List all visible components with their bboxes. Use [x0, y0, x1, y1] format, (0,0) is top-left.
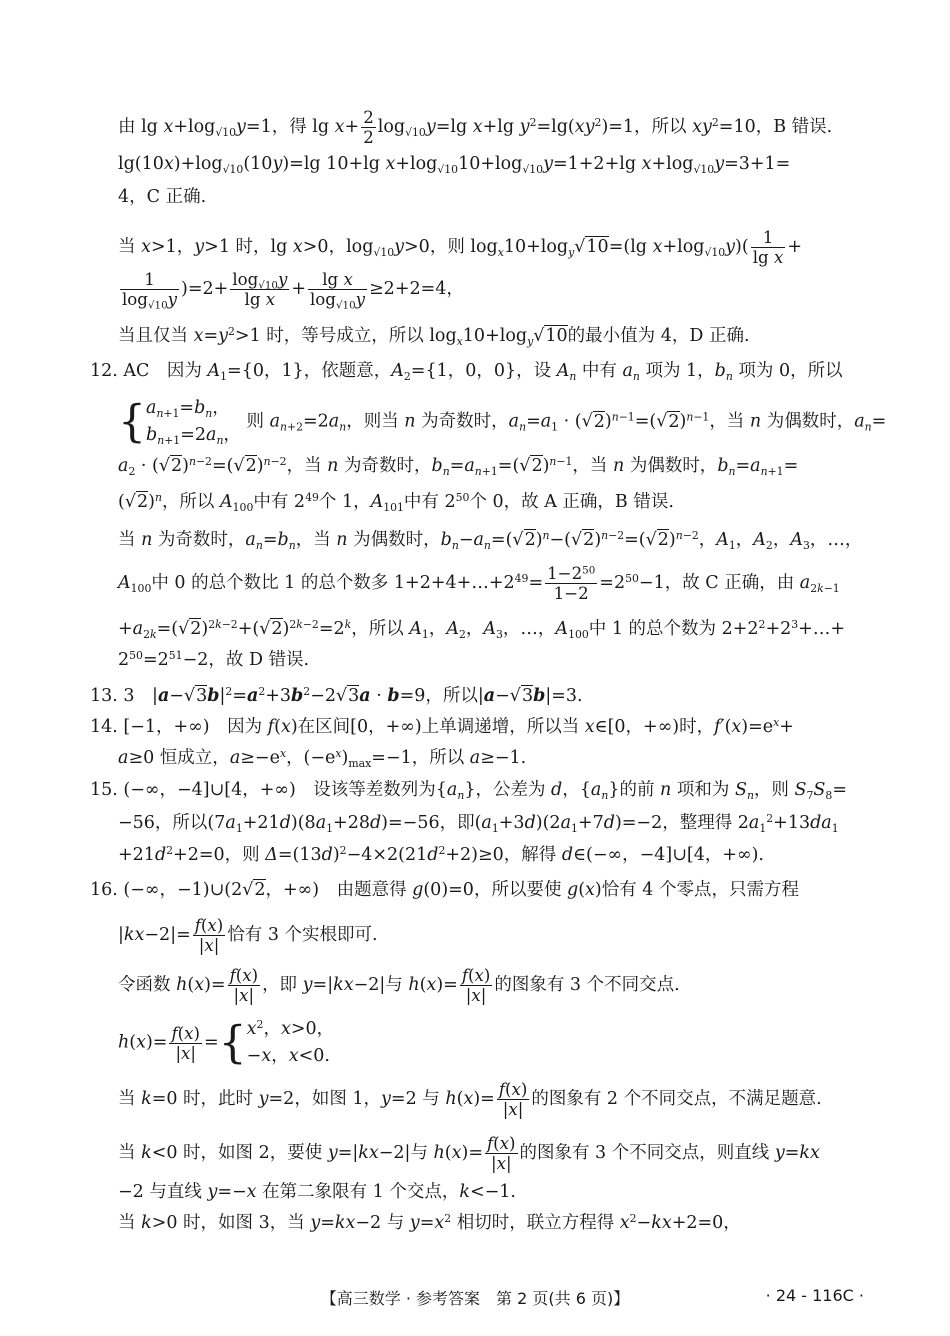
text-line: $\lg(10x)+\log_{√10}(10y)=\lg$ 10+lg $x+\log_{√10}10+\log_{√10}y=1+2+\lg$ $x+\log_{√10}y=3+1=$	[118, 154, 791, 176]
text-line: h(x)= $\frac{f(x)}{|x|}$ $=\{x^2$，x>0， −x，x<0.	[118, 1017, 335, 1069]
answer-13: 13. 3 $|a-√3b|^2=a^2+3b^2-2√3a \cdot b=9$，所以|a−√3b|=3.	[90, 685, 583, 706]
answer-12: 12. AC 因为 $A_1=\{0$，1}，依题意，$A_2=\{1$，0，0}，设 $A_n$ 中有 $a_n$ 项为 1，$b_n$ 项为 0，所以	[90, 361, 843, 383]
answer-14: 14. [−1，+∞) 因为 f(x)在区间[0，+∞)上单调递增，所以当 x∈[0，+∞)时，$f'(x)=e^x+$	[90, 716, 794, 737]
text-line: $(√2)^n$，所以 $A_{100}$中有 $2^{49}$个 1，$A_{101}$中有 $2^{50}$个 0，故 A 正确，B 错误.	[118, 491, 674, 514]
text-line: 当 k<0 时，如图 2，要使 y=|kx−2|与 h(x)= $\frac{f(x)}{|x|}$ 的图象有 3 个不同交点，则直线 y=kx	[118, 1134, 820, 1174]
document-code: · 24 - 116C ·	[765, 1286, 864, 1305]
text-line: −56，所以$(7a_1+21d)(8a_1+28d)=-56$，即$(a_1+3d)(2a_1+7d)=-2$，整理得 $2a_1^2+13da_1$	[118, 812, 839, 835]
text-line: 当 k=0 时，此时 y=2，如图 1，y=2 与 h(x)= $\frac{f(x)}{|x|}$ 的图象有 2 个不同交点，不满足题意.	[118, 1080, 822, 1120]
text-line: $a_2 \cdot (√2)^{n-2}=(√2)^{n-2}$，当 n 为奇数时，$b_n=a_{n+1}=(√2)^{n-1}$，当 n 为偶数时，$b_n=a_{n+1}=$	[118, 455, 799, 478]
text-line: $A_{100}$中 0 的总个数比 1 的总个数多 $1+2+4+\dots+2^{49}=$ $\frac{1-2^{50}}{1-2}$ $=2^{50}-1$，故 C 正确，由 $a_{2k-1}$	[118, 564, 840, 604]
text-line: 令函数 h(x)= $\frac{f(x)}{|x|}$ ，即 y=|kx−2|与 h(x)= $\frac{f(x)}{|x|}$ 的图象有 3 个不同交点.	[118, 966, 680, 1006]
text-line: 当且仅当 $x=y^2>1$ 时，等号成立，所以 $\log_x10+\log_y√10$的最小值为 4，D 正确.	[118, 325, 750, 348]
text-line: {$a_{n+1}=b_n$， $b_{n+1}=2a_n$， 则 $a_{n+2}=2a_n$，则当 n 为奇数时，$a_n=a_1 \cdot (√2)^{n-1}=(√2)^{n-1}$，当 n 为偶数时，$a_n=$	[118, 396, 887, 448]
text-line: $\frac{1}{\log_{√10}y}$ )=2+ $\frac{\log_{√10}y}{\text{lg x}}$ + $\frac{\text{lg x}}{\log_{√10}y}$ ≥2+2=4，	[122, 270, 464, 312]
text-line: 当 x>1，y>1 时，lg x>0，$\log_{√10}y>0$，则 $\log_x10+\log_y√10=(\lg$ $x+\log_{√10}y$)( $\frac{1}{\text{lg x}}$ +	[118, 228, 802, 268]
text-line: a≥0 恒成立，$a\ge-e^x$，$(-e^x)_{max}=-1$，所以 a≥−1.	[118, 747, 527, 770]
text-line: |kx−2|= $\frac{f(x)}{|x|}$ 恰有 3 个实根即可.	[118, 916, 378, 956]
text-line: $+a_{2k}=(√2)^{2k-2}+(√2)^{2k-2}=2^k$，所以 $A_1$，$A_2$，$A_3$，…，$A_{100}$中 1 的总个数为 $2+2^2+2^3+\dots+$	[118, 618, 845, 641]
text-line: 4，C 正确.	[118, 187, 207, 207]
text-line: −2 与直线 y=−x 在第二象限有 1 个交点，k<−1.	[118, 1182, 516, 1202]
text-line: 当 k>0 时，如图 3，当 y=kx−2 与 $y=x^2$ 相切时，联立方程得 $x^2-kx+2=0$，	[118, 1212, 741, 1233]
text-line: 由 $\lg x+\log_{√10}y=1$，得 lg x+ $\frac{2}{2}$ $\log_{√10}y=\lg$ x+lg $y^2=\lg(xy^2)=1$，所以 $xy^2=10$，B 错误.	[118, 108, 833, 148]
answer-15: 15. (−∞，−4]∪[4，+∞) 设该等差数列为$\{a_n\}$，公差为 d，$\{a_n\}$的前 n 项和为 $S_n$，则 $S_7S_8=$	[90, 780, 847, 802]
text-line: $+21d^2+2=0$，则 $\Delta=(13d)^2-4\times 2(21d^2+2)\ge 0$，解得 d∈(−∞，−4]∪[4，+∞).	[118, 844, 764, 865]
text-line: 当 n 为奇数时，$a_n=b_n$，当 n 为偶数时，$b_n-a_n=(√2)^n-(√2)^{n-2}=(√2)^{n-2}$，$A_1$，$A_2$，$A_3$，…，	[118, 529, 863, 552]
page-footer: 【高三数学 · 参考答案 第 2 页(共 6 页)】	[320, 1289, 630, 1308]
text-line: $2^{50}=2^{51}-2$，故 D 错误.	[118, 649, 310, 670]
answer-16: 16. (−∞，−1)∪(2√2，+∞) 由题意得 g(0)=0，所以要使 g(x)恰有 4 个零点，只需方程	[90, 880, 800, 900]
